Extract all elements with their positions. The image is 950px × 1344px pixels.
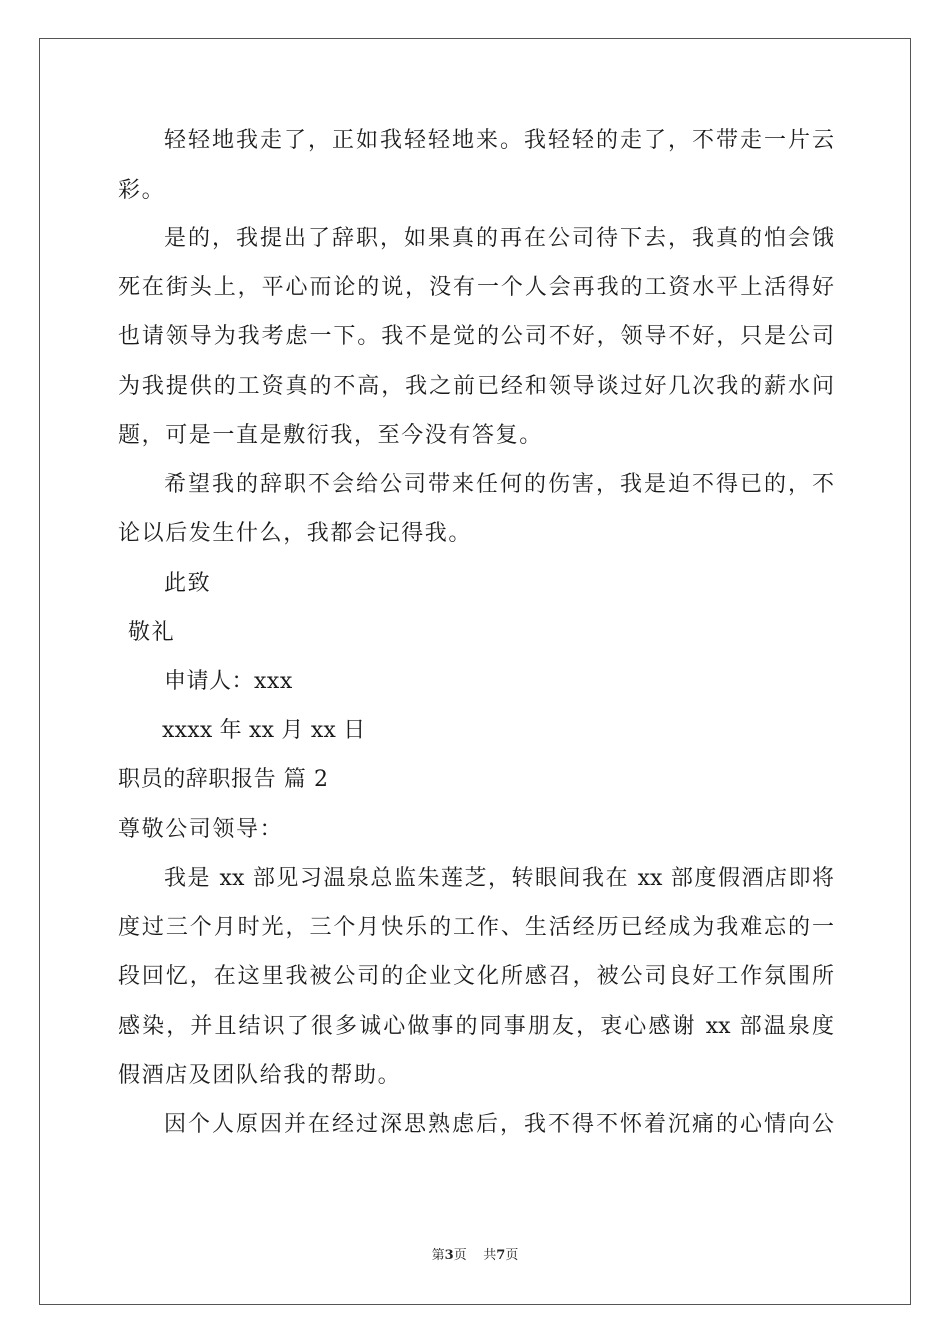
paragraph-line: 彩。 [118,178,166,203]
paragraph-line: 段回忆，在这里我被公司的企业文化所感召，被公司良好工作氛围所 [118,964,834,989]
total-prefix: 共 [483,1248,497,1263]
paragraph-line: 轻轻地我走了，正如我轻轻地来。我轻轻的走了，不带走一片云 [164,128,834,153]
applicant-line: 申请人：xxx [164,669,293,694]
page-total: 7 [496,1248,506,1263]
salutation-line: 敬礼 [128,620,176,645]
page-current: 3 [444,1248,454,1263]
date-line: xxxx 年 xx 月 xx 日 [162,718,366,743]
paragraph-line: 论以后发生什么，我都会记得我。 [118,521,473,546]
paragraph-line: 也请领导为我考虑一下。我不是觉的公司不好，领导不好，只是公司 [118,324,834,349]
paragraph-line: 是的，我提出了辞职，如果真的再在公司待下去，我真的怕会饿 [164,226,834,251]
page-footer [0,1247,950,1265]
paragraph-line: 感染，并且结识了很多诚心做事的同事朋友，衷心感谢 xx 部温泉度 [118,1014,834,1039]
total-suffix: 页 [505,1248,519,1263]
paragraph-line: 希望我的辞职不会给公司带来任何的伤害，我是迫不得已的，不 [164,472,834,497]
greeting-line: 尊敬公司领导： [118,817,284,842]
closing-line: 此致 [164,571,212,596]
paragraph-line: 为我提供的工资真的不高，我之前已经和领导谈过好几次我的薪水问 [118,374,834,399]
paragraph-line: 题，可是一直是敷衍我，至今没有答复。 [118,423,543,448]
paragraph-line: 假酒店及团队给我的帮助。 [118,1063,402,1088]
page-prefix: 第 [431,1248,445,1263]
section-heading: 职员的辞职报告 篇 2 [118,767,329,792]
paragraph-line: 死在街头上，平心而论的说，没有一个人会再我的工资水平上活得好 [118,275,834,300]
paragraph-line: 度过三个月时光，三个月快乐的工作、生活经历已经成为我难忘的一 [118,915,834,940]
paragraph-line: 我是 xx 部见习温泉总监朱莲芝，转眼间我在 xx 部度假酒店即将 [164,866,834,891]
paragraph-line: 因个人原因并在经过深思熟虑后，我不得不怀着沉痛的心情向公 [164,1112,834,1137]
page-suffix: 页 [453,1248,467,1263]
